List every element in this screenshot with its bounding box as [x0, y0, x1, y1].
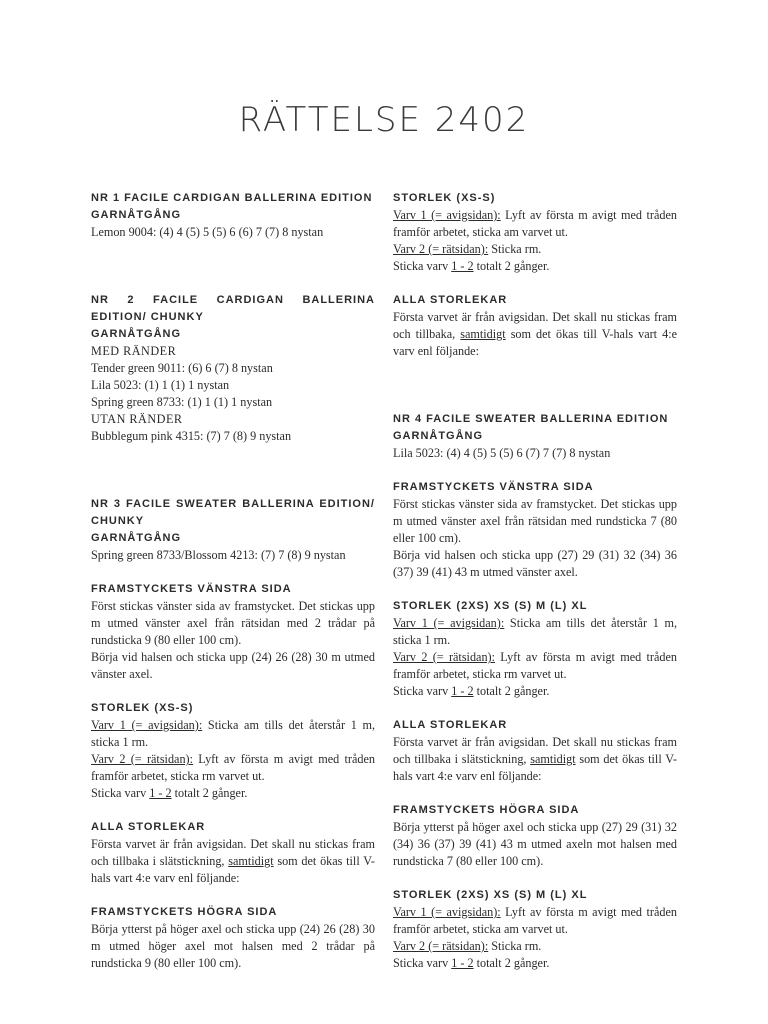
row-label: Varv 1 (= avigsidan):: [91, 718, 203, 732]
yarn-line: Lila 5023: (1) 1 (1) 1 nystan: [91, 378, 230, 392]
section-all-sizes: [91, 819, 375, 887]
row-label: Varv 2 (= rätsidan):: [393, 939, 489, 953]
yarn-line: Lila 5023: (4) 4 (5) 5 (5) 6 (7) 7 (7) 8 nystan: [393, 446, 611, 460]
section-subheading: GARNÅTGÅNG: [91, 209, 182, 221]
section-heading: FRAMSTYCKETS VÄNSTRA SIDA: [393, 481, 594, 493]
section-nr4: [393, 411, 677, 462]
section-subheading: GARNÅTGÅNG: [91, 532, 182, 544]
section-nr1: [91, 190, 375, 241]
section-heading: NR 3 FACILE SWEATER BALLERINA EDITION/ CHUNKY: [91, 498, 375, 527]
section-size: [393, 598, 677, 700]
section-heading: ALLA STORLEKAR: [393, 719, 508, 731]
repeat-instruction: Sticka varv 1 - 2 totalt 2 gånger.: [393, 684, 550, 698]
section-heading: NR 1 FACILE CARDIGAN BALLERINA EDITION: [91, 192, 373, 204]
section-heading: STORLEK (XS-S): [91, 702, 194, 714]
row-instruction: Varv 1 (= avigsidan): Lyft av första m avigt med tråden framför arbetet, sticka am varvet ut.: [393, 905, 677, 936]
section-all-sizes: [393, 717, 677, 785]
row-instruction: Varv 2 (= rätsidan): Sticka rm.: [393, 939, 542, 953]
row-instruction: Varv 1 (= avigsidan): Sticka am tills det återstår 1 m, sticka 1 rm.: [91, 718, 375, 749]
row-label: Varv 1 (= avigsidan):: [393, 616, 505, 630]
row-label: Varv 1 (= avigsidan):: [393, 208, 501, 222]
repeat-instruction: Sticka varv 1 - 2 totalt 2 gånger.: [393, 259, 550, 273]
section-right-front: [393, 802, 677, 870]
section-heading: NR 4 FACILE SWEATER BALLERINA EDITION: [393, 413, 669, 425]
instruction-paragraph: Först stickas vänster sida av framstycket. Det stickas upp m utmed vänster axel från rätsidan med rundsticka 7 (80 eller 100 cm).: [393, 497, 677, 545]
section-left-front: [91, 581, 375, 683]
section-subheading: GARNÅTGÅNG: [393, 430, 484, 442]
section-heading: NR 2 FACILE CARDIGAN BALLERINA EDITION/ CHUNKY: [91, 294, 375, 323]
instruction-paragraph: Börja ytterst på höger axel och sticka upp (24) 26 (28) 30 m utmed höger axel mot halsen med 2 trådar på rundsticka 9 (80 eller 100 cm).: [91, 922, 375, 970]
section-heading: ALLA STORLEKAR: [91, 821, 206, 833]
section-heading: FRAMSTYCKETS HÖGRA SIDA: [91, 906, 278, 918]
section-subheading: GARNÅTGÅNG: [91, 328, 182, 340]
section-nr3: [91, 496, 375, 564]
variant-label: UTAN RÄNDER: [91, 412, 183, 426]
yarn-line: Bubblegum pink 4315: (7) 7 (8) 9 nystan: [91, 429, 292, 443]
row-label: Varv 2 (= rätsidan):: [393, 242, 489, 256]
row-label: Varv 1 (= avigsidan):: [393, 905, 501, 919]
left-column: [91, 190, 375, 972]
section-nr2: [91, 292, 375, 445]
row-instruction: Varv 2 (= rätsidan): Lyft av första m avigt med tråden framför arbetet, sticka rm varvet ut.: [91, 752, 375, 783]
yarn-line: Lemon 9004: (4) 4 (5) 5 (5) 6 (6) 7 (7) 8 nystan: [91, 225, 324, 239]
instruction-paragraph: Börja ytterst på höger axel och sticka upp (27) 29 (31) 32 (34) 36 (37) 39 (41) 43 m utmed axeln mot halsen med rundsticka 7 (80 eller 100 cm).: [393, 820, 677, 868]
instruction-paragraph: Börja vid halsen och sticka upp (24) 26 (28) 30 m utmed vänster axel.: [91, 650, 375, 681]
section-heading: STORLEK (2XS) XS (S) M (L) XL: [393, 889, 588, 901]
section-size: [91, 700, 375, 802]
repeat-instruction: Sticka varv 1 - 2 totalt 2 gånger.: [393, 956, 550, 970]
section-heading: FRAMSTYCKETS VÄNSTRA SIDA: [91, 583, 292, 595]
section-size: [393, 190, 677, 275]
row-instruction: Varv 2 (= rätsidan): Lyft av första m avigt med tråden framför arbetet, sticka rm varvet ut.: [393, 650, 677, 681]
section-right-front: [91, 904, 375, 972]
row-label: Varv 2 (= rätsidan):: [91, 752, 193, 766]
right-column: [393, 190, 677, 972]
section-all-sizes: [393, 292, 677, 360]
row-instruction: Varv 1 (= avigsidan): Lyft av första m avigt med tråden framför arbetet, sticka am varvet ut.: [393, 208, 677, 239]
row-instruction: Varv 1 (= avigsidan): Sticka am tills det återstår 1 m, sticka 1 rm.: [393, 616, 677, 647]
section-heading: FRAMSTYCKETS HÖGRA SIDA: [393, 804, 580, 816]
page-title: RÄTTELSE 2402: [238, 100, 530, 140]
yarn-line: Spring green 8733/Blossom 4213: (7) 7 (8) 9 nystan: [91, 548, 346, 562]
section-heading: ALLA STORLEKAR: [393, 294, 508, 306]
repeat-instruction: Sticka varv 1 - 2 totalt 2 gånger.: [91, 786, 248, 800]
instruction-paragraph: Första varvet är från avigsidan. Det skall nu stickas fram och tillbaka i slätstickning, samtidigt som det ökas till V-hals vart 4:e varv enl följande:: [91, 837, 375, 885]
instruction-paragraph: Första varvet är från avigsidan. Det skall nu stickas fram och tillbaka, samtidigt som det ökas till V-hals vart 4:e varv enl följande:: [393, 310, 677, 358]
variant-label: MED RÄNDER: [91, 344, 177, 358]
yarn-line: Spring green 8733: (1) 1 (1) 1 nystan: [91, 395, 273, 409]
instruction-paragraph: Först stickas vänster sida av framstycket. Det stickas upp m utmed vänster axel från rätsidan med 2 trådar på rundsticka 9 (80 eller 100 cm).: [91, 599, 375, 647]
section-left-front: [393, 479, 677, 581]
yarn-line: Tender green 9011: (6) 6 (7) 8 nystan: [91, 361, 273, 375]
instruction-paragraph: Börja vid halsen och sticka upp (27) 29 (31) 32 (34) 36 (37) 39 (41) 43 m utmed vänster axel.: [393, 548, 677, 579]
row-instruction: Varv 2 (= rätsidan): Sticka rm.: [393, 242, 542, 256]
instruction-paragraph: Första varvet är från avigsidan. Det skall nu stickas fram och tillbaka i slätstickning, samtidigt som det ökas till V-hals vart 4:e varv enl följande:: [393, 735, 677, 783]
section-size: [393, 887, 677, 972]
section-heading: STORLEK (2XS) XS (S) M (L) XL: [393, 600, 588, 612]
section-heading: STORLEK (XS-S): [393, 192, 496, 204]
row-label: Varv 2 (= rätsidan):: [393, 650, 495, 664]
